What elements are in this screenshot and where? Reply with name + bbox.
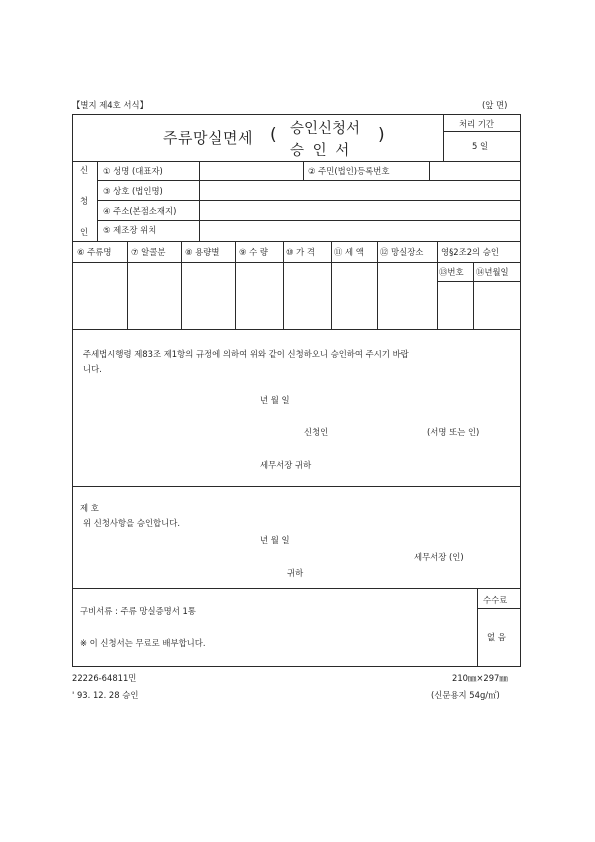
approval-top-line bbox=[72, 486, 521, 487]
processing-period-value: 5 일 bbox=[472, 141, 489, 151]
header-quantity: ⑨ 수 량 bbox=[239, 247, 269, 257]
approval-date-note: ' 93. 12. 28 승인 bbox=[72, 690, 139, 700]
title-paren-open: ( bbox=[270, 125, 277, 145]
detail-col-7 bbox=[437, 241, 438, 329]
application-date: 년 월 일 bbox=[260, 395, 290, 405]
field-name-label: ① 성명 (대표자) bbox=[103, 166, 163, 176]
title-bottom-line bbox=[72, 161, 521, 162]
header-alcohol: ⑦ 알콜분 bbox=[131, 247, 166, 257]
field-trade-name-label: ③ 상호 (법인명) bbox=[103, 186, 163, 196]
page-side-label: (앞 면) bbox=[482, 100, 508, 110]
approval-addressee: 귀하 bbox=[287, 568, 304, 578]
application-statement-line2: 니다. bbox=[83, 364, 102, 374]
fee-label: 수수료 bbox=[483, 595, 508, 605]
detail-col-2 bbox=[181, 241, 182, 329]
frame-top bbox=[72, 114, 521, 115]
field-resident-no-label: ② 주민(법인)등록번호 bbox=[308, 166, 390, 176]
header-approval: 영§2조2의 승인 bbox=[441, 247, 499, 257]
header-liquor-name: ⑥ 주류명 bbox=[77, 247, 112, 257]
field-factory-label: ⑤ 제조장 위치 bbox=[103, 225, 157, 235]
document-title: 주류망실면세 bbox=[163, 129, 253, 147]
applicant-side-label-1: 신 bbox=[80, 165, 89, 175]
paper-type: (신문용지 54g/㎡) bbox=[431, 690, 500, 700]
detail-col-5 bbox=[331, 241, 332, 329]
fee-label-line bbox=[477, 608, 521, 609]
header-loss-place: ⑫ 망실장소 bbox=[380, 247, 424, 257]
approval-officer: 세무서장 (인) bbox=[414, 552, 464, 562]
detail-col-4 bbox=[283, 241, 284, 329]
header-volume: ⑧ 용량별 bbox=[185, 247, 220, 257]
fee-value: 없 음 bbox=[487, 632, 506, 642]
frame-left bbox=[72, 114, 73, 667]
name-input[interactable] bbox=[203, 163, 301, 178]
paper-size: 210㎜×297㎜ bbox=[452, 673, 508, 683]
detail-header-bottom bbox=[72, 262, 521, 263]
detail-table-bottom bbox=[72, 329, 521, 330]
processing-period-label: 처리 기간 bbox=[459, 119, 495, 129]
field-address-label: ④ 주소(본점소재지) bbox=[103, 206, 177, 216]
detail-col-3 bbox=[235, 241, 236, 329]
footer-top-line bbox=[72, 588, 521, 589]
applicant-side-label-3: 인 bbox=[80, 227, 89, 237]
form-number: 【별지 제4호 서식】 bbox=[72, 100, 148, 110]
free-distribution-note: ※ 이 신청서는 무료로 배부합니다. bbox=[80, 638, 206, 648]
processing-box-line bbox=[443, 131, 521, 132]
approval-number: 제 호 bbox=[80, 503, 99, 513]
signature-placeholder: (서명 또는 인) bbox=[427, 427, 480, 437]
resident-no-input[interactable] bbox=[433, 163, 518, 178]
title-option-application: 승인신청서 bbox=[290, 121, 361, 137]
form-code: 22226-64811민 bbox=[72, 673, 137, 683]
applicant-row-line-1 bbox=[97, 180, 521, 181]
applicant-row1-divider-a bbox=[303, 161, 304, 180]
header-tax: ⑪ 세 액 bbox=[334, 247, 364, 257]
frame-right bbox=[520, 114, 521, 667]
detail-subcol bbox=[473, 262, 474, 329]
factory-input[interactable] bbox=[203, 223, 518, 238]
applicant-label-divider bbox=[97, 161, 98, 241]
approval-statement: 위 신청사항을 승인합니다. bbox=[83, 518, 180, 528]
detail-col-1 bbox=[127, 241, 128, 329]
trade-name-input[interactable] bbox=[203, 183, 518, 198]
header-price: ⑩ 가 격 bbox=[286, 247, 316, 257]
applicant-row-line-2 bbox=[97, 200, 521, 201]
detail-subheader-bottom bbox=[437, 281, 521, 282]
detail-table-top bbox=[72, 241, 521, 242]
detail-col-6 bbox=[377, 241, 378, 329]
subheader-number: ⑬번호 bbox=[439, 267, 464, 277]
approval-date: 년 월 일 bbox=[260, 535, 290, 545]
address-input[interactable] bbox=[203, 203, 518, 218]
subheader-date: ⑭년월일 bbox=[476, 267, 509, 277]
title-option-approval: 승 인 서 bbox=[290, 143, 352, 159]
applicant-signature-label: 신청인 bbox=[304, 427, 329, 437]
applicant-row1-divider-b bbox=[429, 161, 430, 180]
application-recipient: 세무서장 귀하 bbox=[260, 460, 312, 470]
applicant-field-divider bbox=[199, 161, 200, 241]
title-paren-close: ) bbox=[378, 125, 385, 145]
required-documents: 구비서류 : 주류 망실증명서 1통 bbox=[80, 606, 196, 616]
processing-box-divider bbox=[443, 114, 444, 161]
frame-bottom bbox=[72, 666, 521, 667]
fee-divider bbox=[477, 588, 478, 666]
application-statement-line1: 주세법시행령 제83조 제1항의 규정에 의하여 위와 같이 신청하오니 승인하여 주시기 바랍 bbox=[83, 349, 409, 359]
applicant-row-line-3 bbox=[97, 220, 521, 221]
applicant-side-label-2: 청 bbox=[80, 196, 89, 206]
